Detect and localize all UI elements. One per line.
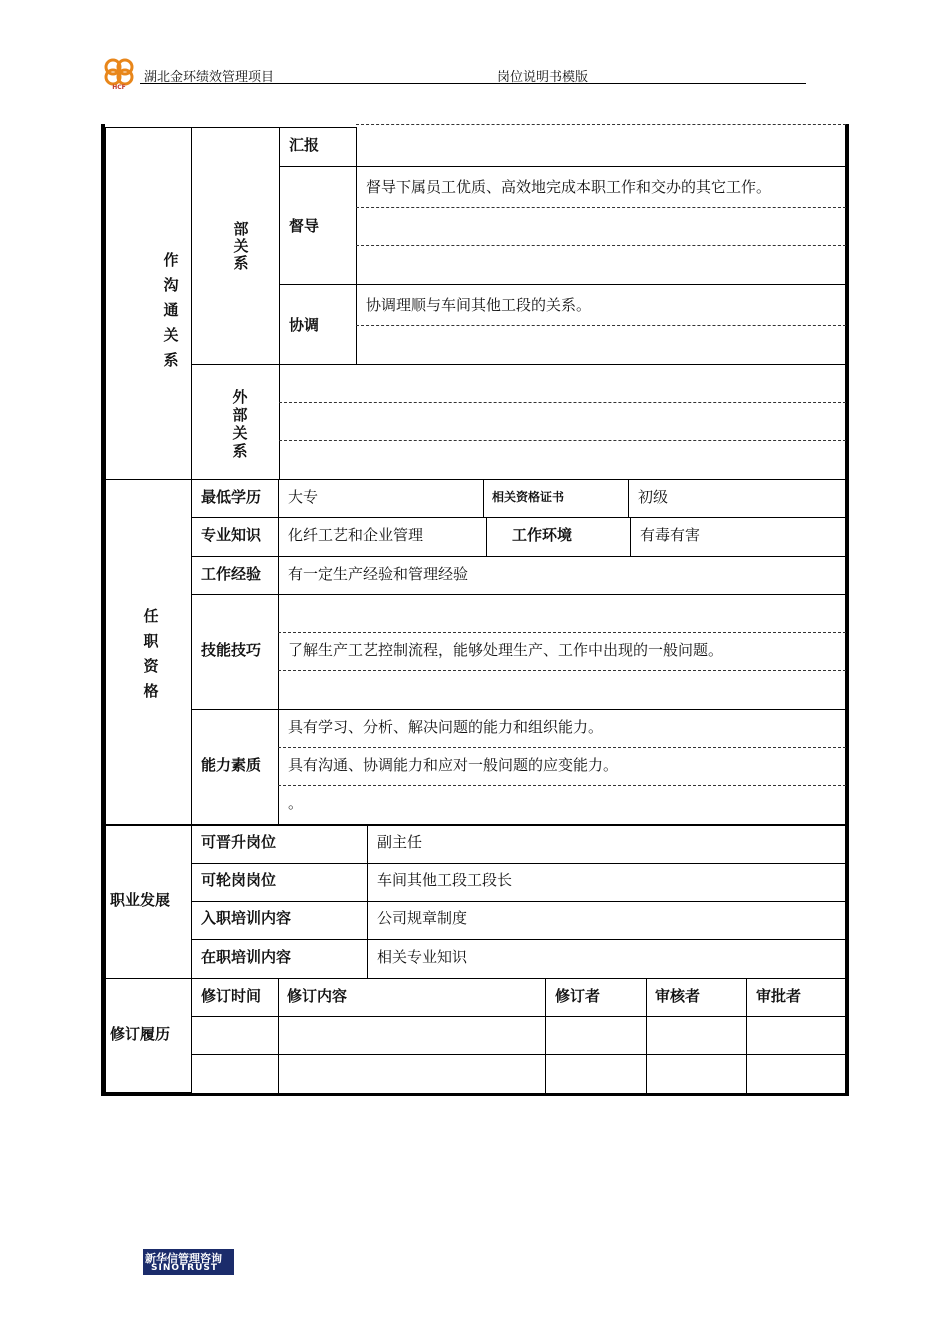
hcf-logo [100, 56, 138, 90]
onjob-label: 在职培训内容 [201, 948, 292, 966]
revision-header-reviser: 修订者 [555, 987, 601, 1005]
revision-header-approver: 审批者 [756, 987, 802, 1005]
sinotrust-logo-en: SINOTRUST [151, 1263, 219, 1273]
promote-value: 副主任 [377, 833, 423, 851]
promote-label: 可晋升岗位 [201, 833, 277, 851]
onjob-value: 相关专业知识 [377, 948, 468, 966]
knowledge-value: 化纤工艺和企业管理 [288, 526, 424, 544]
induction-value: 公司规章制度 [377, 909, 468, 927]
qual-section-label: 任职资格 [143, 607, 159, 700]
career-section-label: 职业发展 [110, 891, 171, 909]
outer-dash-2 [279, 440, 846, 441]
education-value: 大专 [288, 488, 319, 506]
revision-header-reviewer: 审核者 [655, 987, 701, 1005]
supervise-dash-2 [356, 245, 846, 246]
inner-relation-label: 部关系 [233, 220, 249, 272]
revision-header-content: 修订内容 [287, 987, 348, 1005]
skills-label: 技能技巧 [201, 641, 262, 659]
outer-relation-label: 外部关系 [232, 388, 248, 460]
rotate-value: 车间其他工段工段长 [377, 871, 513, 889]
revision-row-line-2 [191, 1054, 846, 1055]
env-value: 有毒有害 [640, 526, 701, 544]
ability-label: 能力素质 [201, 756, 262, 774]
outer-dash-1 [279, 402, 846, 403]
skills-value: 了解生产工艺控制流程，能够处理生产、工作中出现的一般问题。 [288, 641, 724, 659]
comm-section-label: 作沟通关系 [163, 251, 179, 369]
env-label: 工作环境 [512, 526, 573, 544]
header-rule [140, 83, 806, 84]
supervise-dash-1 [356, 207, 846, 208]
coordinate-label: 协调 [289, 316, 320, 334]
promote-value-cell[interactable] [367, 825, 846, 864]
report-label: 汇报 [289, 136, 320, 154]
ability-line-3: 。 [288, 794, 304, 812]
coordinate-dash [356, 325, 846, 326]
education-label: 最低学历 [201, 488, 262, 506]
supervise-label: 督导 [289, 217, 320, 235]
revision-header-time: 修订时间 [201, 987, 262, 1005]
coordinate-text: 协调理顺与车间其他工段的关系。 [366, 296, 592, 314]
revision-col-line-2 [545, 978, 546, 1096]
sinotrust-logo-cn: 新华信管理咨询 [145, 1252, 222, 1265]
ability-line-2: 具有沟通、协调能力和应对一般问题的应变能力。 [288, 756, 619, 774]
rotate-label: 可轮岗岗位 [201, 871, 277, 889]
knowledge-label: 专业知识 [201, 526, 262, 544]
cert-label: 相关资格证书 [492, 490, 565, 504]
experience-label: 工作经验 [201, 565, 262, 583]
document-title: 岗位说明书模版 [497, 70, 589, 85]
ability-line-1: 具有学习、分析、解决问题的能力和组织能力。 [288, 718, 604, 736]
frame-bottom-border [101, 1093, 849, 1096]
svg-text:HCF: HCF [112, 84, 126, 90]
ability-dash-2 [278, 785, 846, 786]
supervise-text: 督导下属员工优质、高效地完成本职工作和交办的其它工作。 [366, 178, 772, 196]
revision-section-label: 修订履历 [110, 1025, 171, 1043]
skills-dash-2 [278, 670, 846, 671]
revision-col-line-4 [746, 978, 747, 1096]
project-name: 湖北金环绩效管理项目 [144, 70, 275, 85]
experience-value: 有一定生产经验和管理经验 [288, 565, 469, 583]
revision-row-line-1 [191, 1016, 846, 1017]
outer-relation-value-cell[interactable] [279, 364, 846, 480]
revision-col-line-1 [278, 978, 279, 1096]
report-top-dash [356, 124, 846, 125]
cert-value: 初级 [638, 488, 669, 506]
skills-dash-1 [278, 632, 846, 633]
ability-dash-1 [278, 747, 846, 748]
report-value-cell[interactable] [356, 127, 846, 167]
page-header [100, 54, 806, 88]
induction-label: 入职培训内容 [201, 909, 292, 927]
revision-col-line-3 [646, 978, 647, 1096]
sinotrust-logo [143, 1249, 234, 1275]
